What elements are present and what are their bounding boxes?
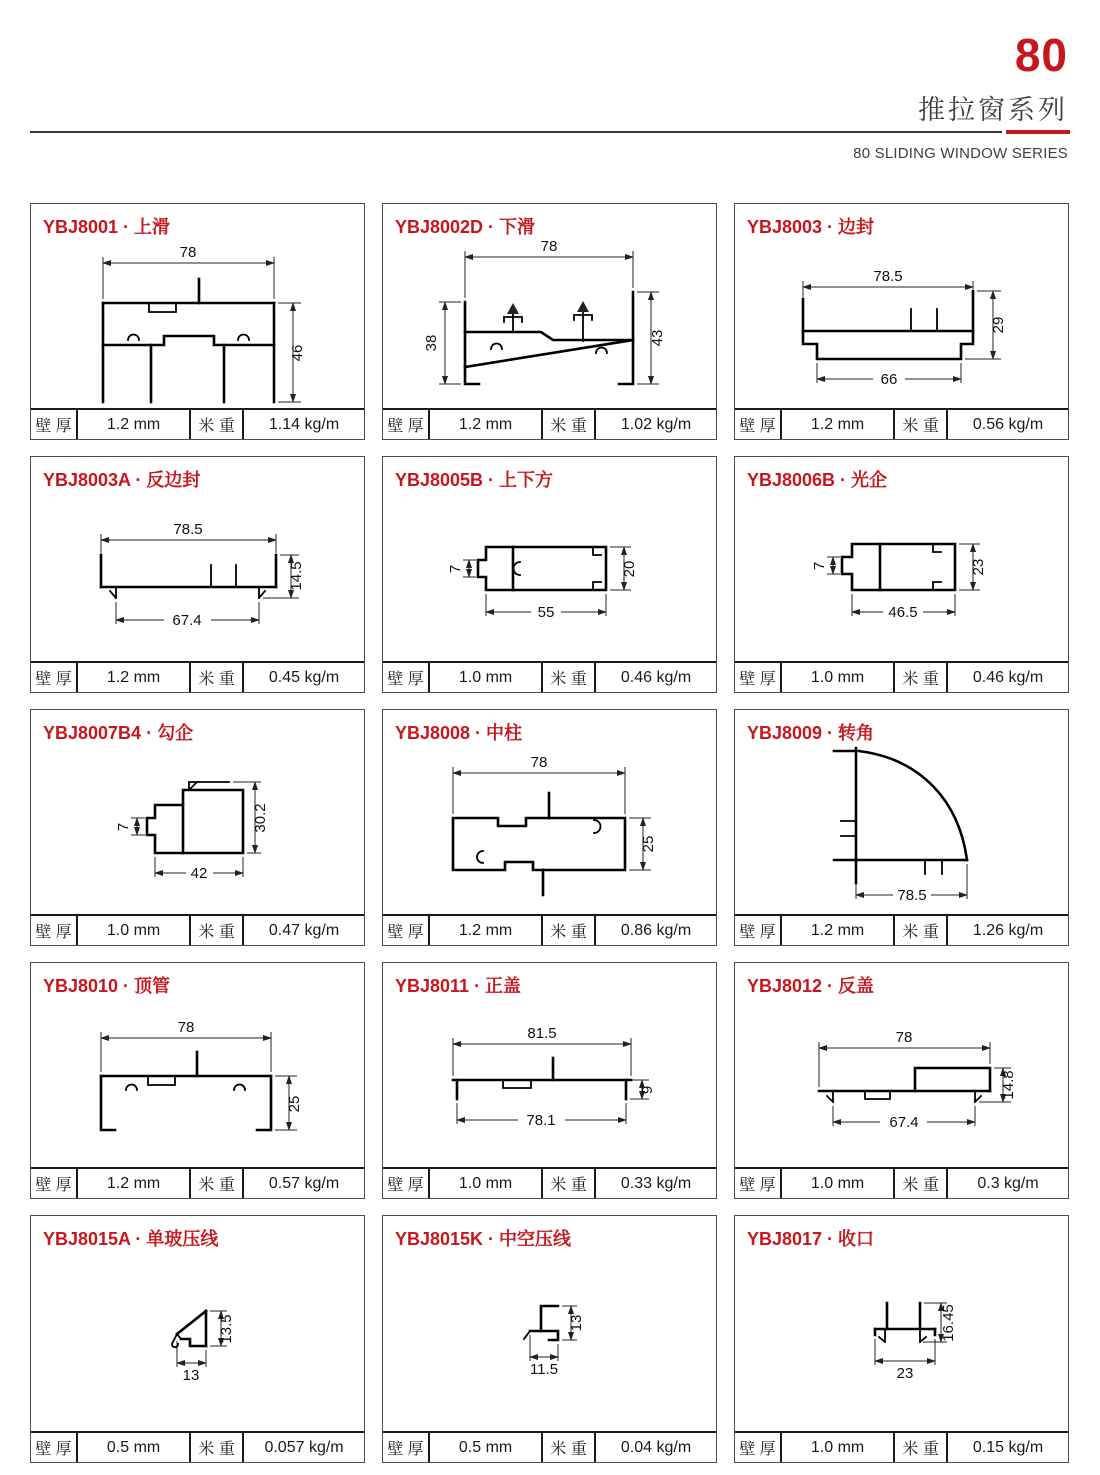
dimension-lines [453,754,657,870]
profile-card [382,456,717,693]
series-title-en: 80 SLIDING WINDOW SERIES [853,145,1068,162]
spec-wall-label: 壁 厚 [383,916,430,945]
profile-shape [101,555,276,598]
dim-label: 43 [649,329,666,347]
dimension-lines [811,544,987,621]
profile-drawing [735,239,1068,408]
spec-wall-value: 1.2 mm [430,916,543,945]
spec-weight-label: 米 重 [191,1169,244,1198]
profile-drawing [383,239,716,408]
spec-weight-label: 米 重 [543,916,596,945]
profile-card [30,203,365,440]
profile-card [734,456,1069,693]
profile-title: YBJ8006B · 光企 [747,470,888,490]
spec-wall-label: 壁 厚 [735,1169,782,1198]
dimension-lines [530,1306,585,1378]
profile-card [30,709,365,946]
profile-title: YBJ8007B4 · 勾企 [43,723,194,743]
spec-wall-label: 壁 厚 [383,663,430,692]
profile-shape [453,793,625,895]
profile-shape [478,547,606,590]
dim-label: 46.5 [888,604,918,621]
profile-title: YBJ8015A · 单玻压线 [43,1229,219,1249]
dim-label: 7 [115,822,132,832]
dim-label: 9 [639,1085,656,1095]
dim-label: 78 [530,754,548,771]
spec-weight-label: 米 重 [543,663,596,692]
dim-label: 14.8 [1000,1070,1017,1100]
spec-wall-value: 1.2 mm [78,410,191,439]
series-title-cn: 推拉窗系列 [918,95,1068,125]
dim-label: 38 [423,334,440,352]
spec-row [735,661,1068,692]
spec-weight-label: 米 重 [543,1433,596,1462]
profile-drawing-svg [735,998,1068,1167]
spec-wall-value: 1.0 mm [782,1169,895,1198]
dim-label: 78 [179,244,197,261]
dim-label: 46 [289,344,306,362]
spec-wall-label: 壁 厚 [735,1433,782,1462]
dim-label: 7 [811,561,828,571]
profile-shape [819,1068,990,1102]
dim-label: 25 [640,835,657,853]
dim-label: 11.5 [529,1361,559,1378]
spec-wall-value: 1.0 mm [430,1169,543,1198]
dim-label: 13.5 [218,1314,235,1344]
profile-drawing-svg [383,745,716,914]
dim-label: 30.2 [252,803,269,833]
profile-title: YBJ8001 · 上滑 [43,217,171,237]
spec-wall-value: 0.5 mm [430,1433,543,1462]
spec-wall-label: 壁 厚 [383,1433,430,1462]
spec-wall-label: 壁 厚 [31,916,78,945]
profile-shape [465,292,633,384]
spec-row [383,661,716,692]
dim-label: 25 [286,1095,303,1113]
profile-card [734,709,1069,946]
profile-drawing [383,1251,716,1431]
spec-wall-label: 壁 厚 [735,410,782,439]
profile-card [382,709,717,946]
profile-title: YBJ8017 · 收口 [747,1229,875,1249]
spec-wall-label: 壁 厚 [31,410,78,439]
profile-drawing [735,492,1068,661]
profile-drawing [31,239,364,408]
profile-drawing-svg [735,745,1068,914]
profile-title: YBJ8003A · 反边封 [43,470,201,490]
spec-wall-label: 壁 厚 [31,663,78,692]
dim-label: 23 [970,558,987,576]
dim-label: 29 [990,316,1007,334]
spec-weight-label: 米 重 [895,1433,948,1462]
profile-drawing-svg [31,745,364,914]
dim-label: 7 [447,564,464,574]
spec-weight-value: 0.3 kg/m [977,1174,1039,1192]
spec-wall-value: 0.5 mm [78,1433,191,1462]
spec-weight-label: 米 重 [191,1433,244,1462]
header-rule-accent [1006,130,1070,134]
spec-weight-value: 1.26 kg/m [972,921,1044,939]
spec-row [383,408,716,439]
dim-label: 78.5 [173,521,203,538]
spec-weight-value: 0.86 kg/m [620,921,692,939]
profile-drawing [31,998,364,1167]
profile-shape [101,1052,271,1130]
spec-weight-value: 0.057 kg/m [264,1438,344,1456]
series-number: 80 [1014,29,1068,81]
dimension-lines [101,1019,303,1130]
spec-weight-label: 米 重 [895,1169,948,1198]
spec-weight-value: 0.46 kg/m [620,668,692,686]
spec-wall-value: 1.2 mm [782,916,895,945]
spec-weight-value: 0.15 kg/m [972,1438,1044,1456]
dim-label: 13 [568,1314,585,1332]
profile-drawing-svg [383,1251,716,1431]
spec-row [31,914,364,945]
profile-title: YBJ8005B · 上下方 [395,470,554,490]
dim-label: 14.5 [288,561,305,591]
spec-weight-value: 0.46 kg/m [972,668,1044,686]
profile-title: YBJ8010 · 顶管 [43,976,171,996]
spec-wall-label: 壁 厚 [735,663,782,692]
spec-row [735,408,1068,439]
profile-drawing-svg [735,492,1068,661]
spec-wall-label: 壁 厚 [735,916,782,945]
profile-card [30,962,365,1199]
spec-wall-value: 1.0 mm [782,1433,895,1462]
profile-title: YBJ8002D · 下滑 [395,217,536,237]
spec-wall-value: 1.2 mm [78,663,191,692]
spec-row [31,661,364,692]
spec-row [31,1167,364,1198]
spec-wall-value: 1.0 mm [430,663,543,692]
profile-shape [103,279,274,402]
profile-drawing-svg [383,239,716,408]
dimension-lines [103,244,306,402]
profile-drawing [383,998,716,1167]
spec-weight-label: 米 重 [191,410,244,439]
spec-weight-value: 0.04 kg/m [620,1438,692,1456]
profile-drawing-svg [31,239,364,408]
spec-wall-value: 1.0 mm [78,916,191,945]
dim-label: 67.4 [172,612,202,629]
spec-wall-label: 壁 厚 [31,1433,78,1462]
dimension-lines [447,547,638,621]
spec-weight-label: 米 重 [895,410,948,439]
profile-drawing [735,998,1068,1167]
dim-label: 78 [177,1019,195,1036]
dimension-lines [453,1025,656,1129]
profile-drawing-svg [31,998,364,1167]
profile-shape [834,748,967,883]
spec-wall-value: 1.0 mm [782,663,895,692]
profile-title: YBJ8008 · 中柱 [395,723,523,743]
profile-title: YBJ8009 · 转角 [747,723,875,743]
profile-drawing-svg [383,492,716,661]
profile-drawing [383,745,716,914]
profile-drawing-svg [31,492,364,661]
profile-title: YBJ8011 · 正盖 [395,976,522,996]
profile-grid [30,203,1070,1463]
spec-row [383,914,716,945]
profile-title: YBJ8012 · 反盖 [747,976,875,996]
profile-drawing-svg [383,998,716,1167]
profile-shape [453,1058,631,1099]
profile-drawing-svg [735,239,1068,408]
spec-weight-value: 0.56 kg/m [972,415,1044,433]
spec-weight-value: 1.02 kg/m [620,415,692,433]
profile-drawing [31,745,364,914]
profile-drawing-svg [31,1251,364,1431]
profile-drawing [735,1251,1068,1431]
dim-label: 78 [540,239,558,255]
profile-shape [524,1306,558,1340]
profile-card [382,1215,717,1463]
dim-label: 81.5 [527,1025,557,1042]
profile-card [734,203,1069,440]
dimension-lines [819,1029,1017,1131]
dimension-lines [115,782,269,882]
profile-card [30,456,365,693]
spec-weight-value: 0.33 kg/m [620,1174,692,1192]
profile-card [30,1215,365,1463]
dimension-lines [856,864,967,904]
spec-weight-label: 米 重 [543,1169,596,1198]
dim-label: 42 [190,865,208,882]
profile-shape [842,544,955,590]
dim-label: 16.45 [940,1304,957,1342]
spec-weight-label: 米 重 [895,916,948,945]
spec-weight-value: 0.45 kg/m [268,668,340,686]
dim-label: 20 [621,560,638,578]
spec-weight-label: 米 重 [191,916,244,945]
dim-label: 13 [182,1367,200,1384]
spec-wall-label: 壁 厚 [383,410,430,439]
spec-row [31,1431,364,1462]
dim-label: 78.5 [897,887,927,904]
profile-drawing-svg [735,1251,1068,1431]
spec-wall-value: 1.2 mm [430,410,543,439]
spec-wall-value: 1.2 mm [782,410,895,439]
profile-drawing [735,745,1068,914]
spec-row [735,1431,1068,1462]
dim-label: 78 [895,1029,913,1046]
profile-drawing [383,492,716,661]
dim-label: 67.4 [889,1114,919,1131]
spec-row [383,1431,716,1462]
dim-label: 23 [896,1365,914,1382]
spec-weight-label: 米 重 [191,663,244,692]
spec-wall-value: 1.2 mm [78,1169,191,1198]
profile-card [382,962,717,1199]
dimension-lines [803,268,1007,388]
spec-row [735,1167,1068,1198]
profile-drawing [31,1251,364,1431]
dim-label: 66 [880,371,898,388]
dimension-lines [423,239,666,384]
profile-shape [875,1303,935,1342]
spec-weight-label: 米 重 [543,410,596,439]
profile-card [382,203,717,440]
dim-label: 78.5 [873,268,903,285]
dimension-lines [101,521,305,629]
spec-weight-label: 米 重 [895,663,948,692]
spec-weight-value: 1.14 kg/m [268,415,340,433]
spec-row [31,408,364,439]
profile-title: YBJ8015K · 中空压线 [395,1229,572,1249]
profile-shape [803,291,973,359]
spec-weight-value: 0.57 kg/m [268,1174,340,1192]
profile-drawing [31,492,364,661]
spec-row [735,914,1068,945]
profile-card [734,962,1069,1199]
header-rule [30,131,1002,133]
dim-label: 55 [537,604,555,621]
spec-weight-value: 0.47 kg/m [268,921,340,939]
profile-card [734,1215,1069,1463]
profile-shape [147,782,243,853]
profile-title: YBJ8003 · 边封 [747,217,875,237]
spec-wall-label: 壁 厚 [383,1169,430,1198]
dim-label: 78.1 [526,1112,556,1129]
spec-row [383,1167,716,1198]
spec-wall-label: 壁 厚 [31,1169,78,1198]
